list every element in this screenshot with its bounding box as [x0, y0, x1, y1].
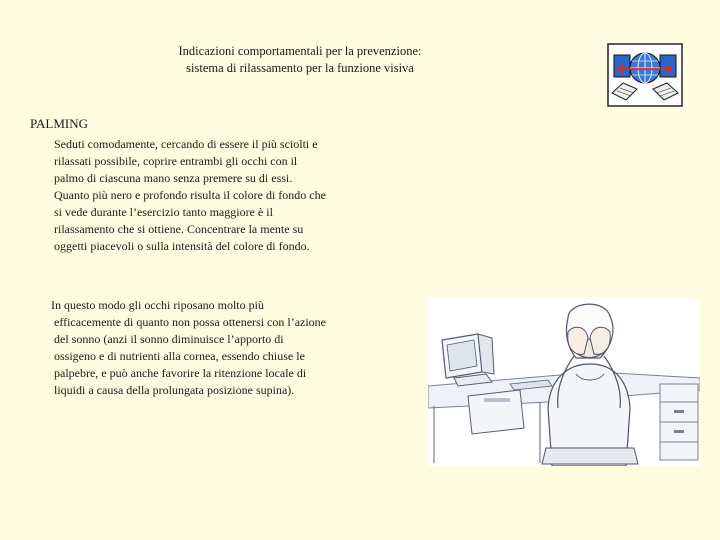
woman-palming-at-desk-illustration	[428, 298, 700, 466]
slide-title	[120, 43, 480, 77]
paragraph-palming-benefits	[51, 297, 381, 399]
paragraph-palming-instructions	[51, 136, 381, 255]
text-line: ossigeno e di nutrienti alla cornea, essendo chiuse le	[54, 349, 305, 363]
title-line-2: sistema di rilassamento per la funzione visiva	[186, 61, 414, 75]
text-line: rilassamento che si ottiene. Concentrare la mente su	[54, 222, 304, 236]
text-line: Seduti comodamente, cercando di essere il più sciolti e	[54, 137, 318, 151]
text-line: si vede durante l’esercizio tanto maggiore è il	[54, 205, 273, 219]
text-line: del sonno (anzi il sonno diminuisce l’apporto di	[54, 332, 284, 346]
text-line: palpebre, e può anche favorire la ritenzione locale di	[54, 366, 307, 380]
title-line-1: Indicazioni comportamentali per la prevenzione:	[178, 44, 422, 58]
text-line: rilassati possibile, coprire entrambi gli occhi con il	[54, 154, 298, 168]
globe-computers-icon	[607, 43, 683, 107]
text-line: Quanto più nero e profondo risulta il colore di fondo che	[54, 188, 326, 202]
section-heading: PALMING	[30, 116, 89, 131]
text-line: In questo modo gli occhi riposano molto più	[51, 298, 264, 312]
text-line: palmo di ciascuna mano senza premere su di essi.	[54, 171, 293, 185]
text-line: efficacemente di quanto non possa ottenersi con l’azione	[54, 315, 327, 329]
text-line: liquidi a causa della prolungata posizione supina).	[54, 383, 295, 397]
text-line: oggetti piacevoli o sulla intensità del colore di fondo.	[54, 239, 310, 253]
